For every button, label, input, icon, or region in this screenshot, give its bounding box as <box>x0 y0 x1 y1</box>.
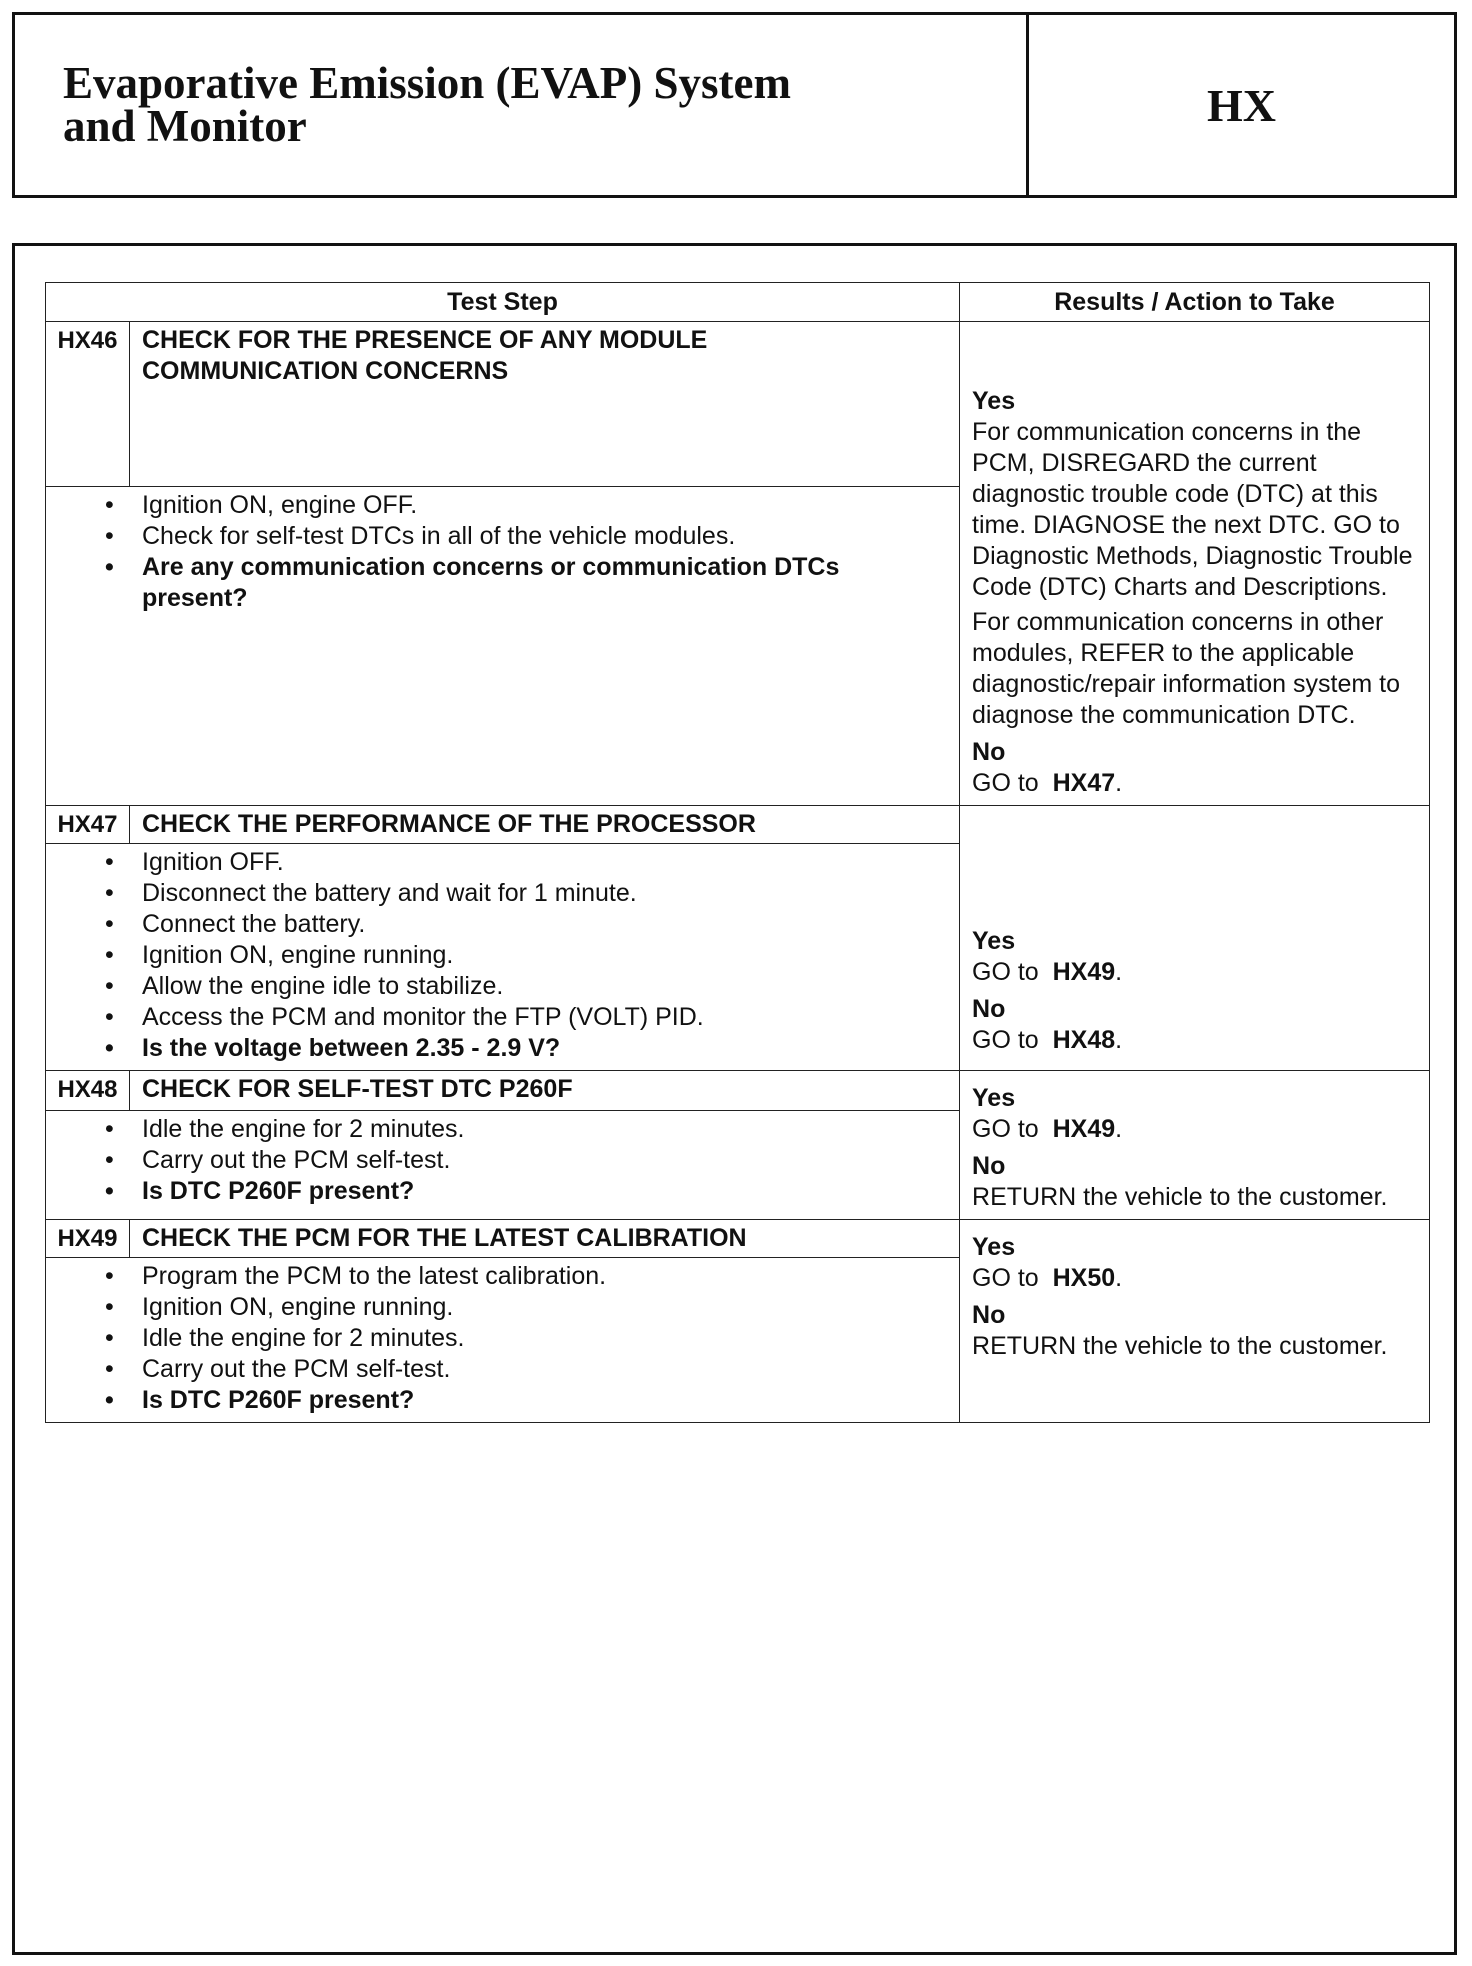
step-instructions <box>46 844 960 1071</box>
instruction-item: • Carry out the PCM self-test. <box>142 1354 951 1385</box>
goto-step-link[interactable]: HX48 <box>1052 1026 1116 1054</box>
answer-no <box>972 1300 1429 1362</box>
step-title-row <box>46 322 1430 487</box>
answer-no-text <box>972 768 1429 799</box>
answer-no-label: No <box>972 738 1006 766</box>
instruction-item: • Disconnect the battery and wait for 1 minute. <box>142 878 951 909</box>
goto-end: . <box>1115 1264 1123 1292</box>
goto-end: . <box>1115 1115 1123 1143</box>
instruction-item: • Connect the battery. <box>142 909 951 940</box>
goto-text: GO to <box>972 1026 1039 1054</box>
answer-yes-text <box>972 1263 1429 1294</box>
page-title-line2: and Monitor <box>63 101 307 151</box>
page-title <box>63 58 791 151</box>
instruction-item: • Ignition ON, engine running. <box>142 1292 951 1323</box>
instruction-item: • Ignition ON, engine OFF. <box>142 490 951 521</box>
answer-no-text <box>972 1025 1429 1056</box>
section-code: HX <box>1207 79 1276 131</box>
answer-yes-text <box>972 1114 1429 1145</box>
answer-no <box>972 737 1429 799</box>
answer-no <box>972 994 1429 1056</box>
step-results <box>960 1071 1430 1220</box>
answer-yes <box>972 926 1429 988</box>
goto-end: . <box>1115 769 1123 797</box>
step-title-line2: COMMUNICATION CONCERNS <box>142 357 509 385</box>
step-title <box>130 322 960 487</box>
goto-step-link[interactable]: HX47 <box>1052 769 1116 797</box>
answer-no <box>972 1151 1429 1213</box>
goto-end: . <box>1115 1026 1123 1054</box>
instruction-list <box>142 490 951 614</box>
answer-yes-text <box>972 957 1429 988</box>
instruction-item: • Idle the engine for 2 minutes. <box>142 1114 951 1145</box>
answer-yes <box>972 1083 1429 1145</box>
answer-yes-text <box>972 417 1429 731</box>
step-id: HX47 <box>46 806 130 844</box>
answer-yes-label: Yes <box>972 1084 1016 1112</box>
step-title-line1: CHECK THE PERFORMANCE OF THE PROCESSOR <box>142 810 756 838</box>
column-header-test-step: Test Step <box>46 283 960 322</box>
goto-end: . <box>1115 958 1123 986</box>
answer-no-text: RETURN the vehicle to the customer. <box>972 1183 1388 1211</box>
instruction-item: • Check for self-test DTCs in all of the vehicle modules. <box>142 521 951 552</box>
step-results <box>960 322 1430 806</box>
instruction-question: • Are any communication concerns or communication DTCs present? <box>142 552 951 614</box>
instruction-question: • Is the voltage between 2.35 - 2.9 V? <box>142 1033 951 1064</box>
answer-yes <box>972 386 1429 731</box>
answer-yes-label: Yes <box>972 927 1016 955</box>
answer-yes-label: Yes <box>972 387 1016 415</box>
goto-step-link[interactable]: HX49 <box>1052 1115 1116 1143</box>
instruction-list <box>142 1114 951 1207</box>
instruction-item: • Ignition OFF. <box>142 847 951 878</box>
instruction-item: • Idle the engine for 2 minutes. <box>142 1323 951 1354</box>
instruction-list <box>142 1261 951 1416</box>
test-steps-table <box>45 282 1430 1423</box>
goto-text: GO to <box>972 769 1039 797</box>
answer-yes-label: Yes <box>972 1233 1016 1261</box>
step-id: HX46 <box>46 322 130 487</box>
instruction-item: • Program the PCM to the latest calibration. <box>142 1261 951 1292</box>
column-header-results: Results / Action to Take <box>960 283 1430 322</box>
step-instructions <box>46 1111 960 1220</box>
step-title-line1: CHECK FOR SELF-TEST DTC P260F <box>142 1075 573 1103</box>
answer-yes-paragraph: For communication concerns in other modules, REFER to the applicable diagnostic/repair information system to diagnose the communication DTC. <box>972 608 1400 729</box>
content-frame <box>12 243 1457 1955</box>
instruction-item: • Carry out the PCM self-test. <box>142 1145 951 1176</box>
instruction-question: • Is DTC P260F present? <box>142 1385 951 1416</box>
step-title-row <box>46 806 1430 844</box>
step-instructions <box>46 486 960 806</box>
page-header <box>12 12 1457 198</box>
step-title-row <box>46 1071 1430 1111</box>
step-title <box>130 1220 960 1258</box>
goto-text: GO to <box>972 1264 1039 1292</box>
instruction-question: • Is DTC P260F present? <box>142 1176 951 1207</box>
step-results <box>960 1220 1430 1423</box>
goto-text: GO to <box>972 1115 1039 1143</box>
goto-text: GO to <box>972 958 1039 986</box>
step-id: HX49 <box>46 1220 130 1258</box>
instruction-item: • Ignition ON, engine running. <box>142 940 951 971</box>
step-title <box>130 806 960 844</box>
goto-step-link[interactable]: HX50 <box>1052 1264 1116 1292</box>
answer-yes-paragraph: For communication concerns in the PCM, DISREGARD the current diagnostic trouble code (DTC) at this time. DIAGNOSE the next DTC. GO to Diagnostic Methods, Diagnostic Trouble Code (DTC) Charts and Descriptions. <box>972 418 1413 601</box>
table-header-row <box>46 283 1430 322</box>
answer-no-label: No <box>972 1152 1006 1180</box>
header-title-box <box>15 15 1029 195</box>
answer-yes <box>972 1232 1429 1294</box>
step-title-row <box>46 1220 1430 1258</box>
step-instructions <box>46 1258 960 1423</box>
answer-no-label: No <box>972 1301 1006 1329</box>
instruction-item: • Allow the engine idle to stabilize. <box>142 971 951 1002</box>
step-title <box>130 1071 960 1111</box>
step-results <box>960 806 1430 1071</box>
page-title-line1: Evaporative Emission (EVAP) System <box>63 58 791 108</box>
step-id: HX48 <box>46 1071 130 1111</box>
step-title-line1: CHECK FOR THE PRESENCE OF ANY MODULE <box>142 326 708 354</box>
step-title-line1: CHECK THE PCM FOR THE LATEST CALIBRATION <box>142 1224 747 1252</box>
instruction-item: • Access the PCM and monitor the FTP (VOLT) PID. <box>142 1002 951 1033</box>
goto-step-link[interactable]: HX49 <box>1052 958 1116 986</box>
answer-no-label: No <box>972 995 1006 1023</box>
instruction-list <box>142 847 951 1064</box>
answer-no-text: RETURN the vehicle to the customer. <box>972 1332 1388 1360</box>
